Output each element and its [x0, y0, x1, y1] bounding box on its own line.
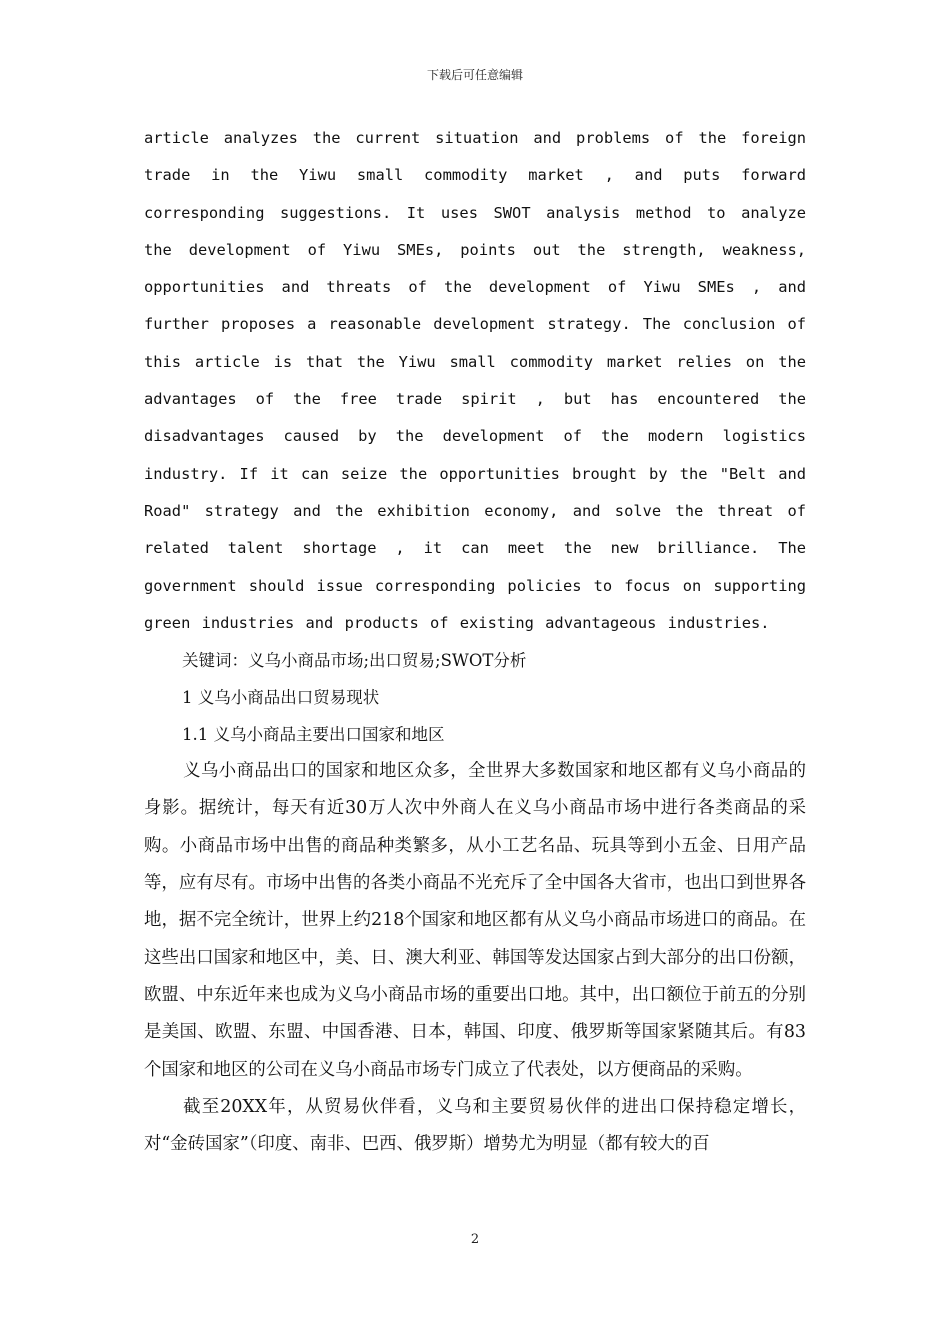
english-abstract — [144, 120, 806, 642]
page-number: 2 — [470, 1232, 480, 1247]
section-heading-1: 1 义乌小商品出口贸易现状 — [182, 688, 380, 708]
document-body — [144, 120, 806, 1163]
keywords-line: 关键词：义乌小商品市场;出口贸易;SWOT分析 — [182, 651, 527, 671]
body-paragraph: 截至20XX年，从贸易伙伴看，义乌和主要贸易伙伴的进出口保持稳定增长，对“金砖国家”（印度、南非、巴西、俄罗斯）增势尤为明显（都有较大的百 — [144, 1096, 806, 1155]
body-paragraph: 义乌小商品出口的国家和地区众多，全世界大多数国家和地区都有义乌小商品的身影。据统计，每天有近30万人次中外商人在义乌小商品市场中进行各类商品的采购。小商品市场中出售的商品种类繁多，从小工艺名品、玩具等到小五金、日用产品等，应有尽有。市场中出售的各类小商品不光充斥了全中国各大省市，也出口到世界各地，据不完全统计，世界上约218个国家和地区都有从义乌小商品市场进口的商品。在这些出口国家和地区中，美、日、澳大利亚、韩国等发达国家占到大部分的出口份额，欧盟、中东近年来也成为义乌小商品市场的重要出口地。其中，出口额位于前五的分别是美国、欧盟、东盟、中国香港、日本，韩国、印度、俄罗斯等国家紧随其后。有83个国家和地区的公司在义乌小商品市场专门成立了代表处，以方便商品的采购。 — [144, 761, 806, 1080]
section-heading-1-1: 1.1 义乌小商品主要出口国家和地区 — [182, 725, 445, 745]
abstract-paragraph: article analyzes the current situation and problems of the foreign trade in the Yiwu small commodity market , and puts forward corresponding suggestions. It uses SWOT analysis method to analyze the development of Yiwu SMEs, points out the strength, weakness, opportunities and threats of the development of Yiwu SMEs , and further proposes a reasonable development strategy. The conclusion of this article is that the Yiwu small commodity market relies on the advantages of the free trade spirit , but has encountered the disadvantages caused by the development of the modern logistics industry. If it can seize the opportunities brought by the "Belt and Road" strategy and the exhibition economy, and solve the threat of related talent shortage , it can meet the new brilliance. The government should issue corresponding policies to focus on supporting green industries and products of existing advantageous industries. — [144, 129, 806, 632]
page-header: 下载后可任意编辑 — [426, 68, 523, 82]
